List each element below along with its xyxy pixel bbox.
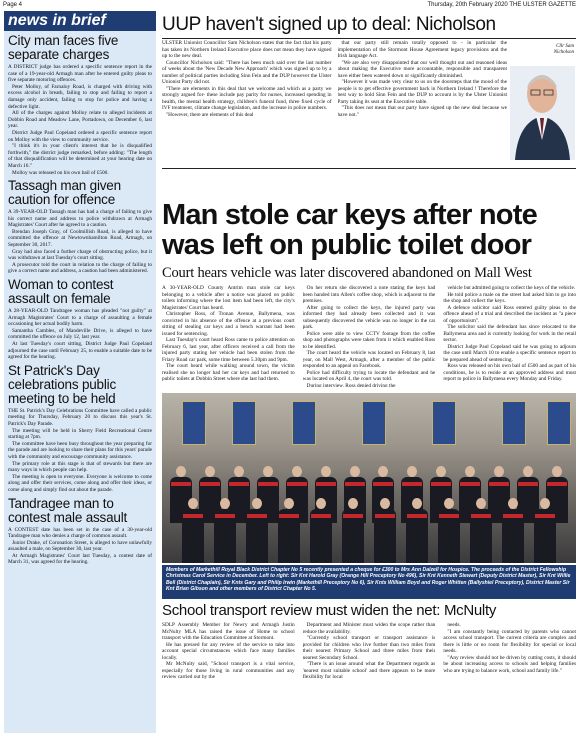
portrait-image [510,42,575,160]
person-figure [182,498,204,563]
article-column [303,285,436,387]
brief-story [4,34,156,176]
divider [162,38,576,39]
article-paragraph: Police were able to view CCTV footage from the coffee shop and photographs were taken from it which enabled Ross to be identified. [302,330,436,350]
article-column [443,622,576,732]
article-column [338,40,508,166]
brief-headline: City man faces five separate charges [8,33,119,62]
article-paragraph: The court heard the vehicle was located on February 8, last year, on Mall West, Armagh, after a member of the public responded to an appeal on Facebook. [302,350,436,369]
article-paragraph: He has pressed for any review of the service to take into account special circumstances which face many families locally. [162,641,295,661]
article-paragraph: SDLP Assembly Member for Newry and Armagh Justin McNulty MLA has raised the issue of Home to school transport with the Education Committee at Stormont. [162,622,295,641]
banner-decoration [547,401,571,445]
person-figure [214,498,236,563]
main-article-body [162,285,576,387]
brief-body [8,408,152,494]
portrait-caption: Cllr Sam Nicholson [553,44,574,55]
banner-decoration [292,401,316,445]
brief-paragraph: At Armagh Magistrates' Court last Tuesday, a contest date of March 31, was agreed for the hearing. [8,552,152,566]
article-paragraph: "We are also very disappointed that our well thought out and reasoned ideas about making the Executive more accountable, responsible and transparent have either been watered down or significantly diminished. [337,59,507,79]
banner-decoration [432,401,456,445]
news-in-brief-sidebar [4,11,156,733]
brief-paragraph: Samantha Cambles, of Mandeville Drive, is alleged to have committed the offence on July 12, last year. [8,327,152,341]
banner-decoration [362,401,386,445]
brief-headline: St Patrick's Day celebrations public meeting to be held [8,362,117,406]
main-subheadline: Court hears vehicle was later discovered abandoned on Mall West [162,265,532,281]
divider [162,168,576,169]
page-header [0,0,580,10]
article-paragraph: "I am constantly being contacted by parents who cannot access school transport. The current criteria are complex and there is little or no room for flexibility for special or local needs. [443,628,577,654]
school-headline: School transport review must widen the net: McNulty [162,602,497,619]
photo-caption: Members of Markethill Royal Black District Chapter No 5 recently presented a cheque for £300 to Mrs Ann Dalzell for Hospice. The proceeds of the District Fellowship Christmas Carol Service in December. Left to right: Sir Knt Harold Gray (Orange Hill Preceptory No 496), Sir Knt Kenneth Stewart (Deputy District Master), Sir Knt Willie Bell (District Chaplain), Sir Knts Gary and Philip Irwin (Markethill Preceptory No 6), Sir Knts William Boyd and Roger Whitten (Ballyshiel Preceptory), District Master Sir Knt Brian Gibson and other members of District Chapter No 5. [162,565,576,599]
brief-paragraph: Gray had also faced a further charge of obstructing police, but it was withdrawn at last Tuesday's court sitting. [8,248,152,262]
brief-body [8,308,152,361]
brief-story [4,179,156,275]
article-paragraph: Department and Minister must widen the scope rather than reduce the availability. [302,622,436,635]
brief-paragraph: The primary role at this stage is that of stewards but there are many ways in which people can help. [8,460,152,474]
brief-paragraph: A prosecutor told the court in relation to the charge of failing to give a correct name and address, a caution had been administered. [8,261,152,275]
article-paragraph: Police had difficulty trying to locate the defendant and he was located on April 4, the court was told. [302,369,436,382]
article-paragraph: "However it was made very clear to us on the doorsteps that the mood of the people is to get effective government back in Northern Ireland ! Therefore the best way to hold Sinn Fein and the DUP to account is by the Ulster Unionist Party taking its seat at the Executive table. [337,79,507,105]
header-date: Thursday, 20th February 2020 THE ULSTER GAZETTE [427,2,576,8]
article-paragraph: Mr McNulty said, "School transport is a vital service, especially for those living in rural communities and any review carried out by the [162,661,295,680]
article-paragraph: A 30-YEAR-OLD County Antrim man stole car keys belonging to a vehicle after a notice was placed on public toilets informing where the lost item had been left, the city's Magistrates' Court has heard. [162,285,295,311]
brief-paragraph: A DISTRICT judge has ordered a specific sentence report in the case of a 19-year-old Armagh man after he entered guilty pleas to five separate motoring offences. [8,64,152,84]
uup-article-body [162,40,507,166]
brief-body [8,209,152,275]
person-figure [246,498,268,563]
article-paragraph: vehicle but admitted going to collect the keys of the vehicle. [447,285,576,291]
brief-headline: Woman to contest assault on female [8,277,114,307]
group-photo [162,393,576,563]
brief-paragraph: Molloy was released on his own bail of £500. [12,169,109,176]
brief-paragraph: Junior Drake, of Coronation Street, is alleged to have unlawfully assaulted a male, on September 30, last year. [8,539,152,553]
brief-paragraph: Peter Molloy, of Farnaloy Road, is charged with driving with excess alcohol in breath, failing to stop and failing to report a damage only accident, failing to stop for police and having a defective light. [8,83,152,110]
article-paragraph: Ross was released on his own bail of £500 and as part of his conditions, he is to reside at an approved address and must report to police in Ballymena every Monday and Friday. [443,363,577,382]
article-paragraph: On her return she discovered a note stating the keys had been handed into Allen's coffee shop, which is adjacent to the premises. [302,285,436,304]
brief-story [4,364,156,494]
article-paragraph: "There is an issue around what the Department regards as 'nearest most suitable school' and there appears to be more flexibility for local [302,661,436,680]
person-figure [374,498,396,563]
brief-paragraph: All of the charges against Molloy relate to alleged incidents at Dobbin Road and Meadow Lane, Portadown, on December 6, last year. [8,110,152,130]
person-figure [534,498,556,563]
brief-paragraph: Brendan Joseph Gray, of Coolmillish Road, is alleged to have committed the offence at Newtownhamilton Road, Armagh, on September 30, 2017. [8,228,152,249]
article-paragraph: "Any review should not be driven by cutting costs, it should be about increasing access to schools and helping families who are trying to balance work, school and family life." [443,654,577,674]
person-figure [406,498,428,563]
article-paragraph: He told police a male on the street had asked him to go into the shop and collect the keys. [443,291,577,304]
article-paragraph: During interview, Ross denied driving the [306,382,396,387]
person-figure [342,498,364,563]
banner-decoration [232,401,256,445]
brief-headline: Tandragee man to contest male assault [8,495,128,525]
brief-story [4,497,156,567]
brief-paragraph: The meeting is open to everyone. Everyone is welcome to come along and offer their services, come along and offer their ideas, or come along and simply find out about the parade. [8,473,152,493]
article-paragraph: "This does not mean that our party have signed up the new deal because we have not." [337,105,507,118]
person-figure [438,498,460,563]
brief-paragraph: The meeting will be held in Sherry Field Recreational Centre starting at 7pm. [8,427,152,441]
article-paragraph: Last Tuesday's court heard Ross came to police attention on February 6, last year, after officers received a call from the injured party stating her vehicle had been stolen from the Friary Road car park, some time between 5.30pm and 9pm. [162,337,295,363]
banner-decoration [502,401,526,445]
brief-headline: Tassagh man given caution for offence [8,178,121,208]
brief-paragraph: At last Tuesday's court sitting, District Judge Paul Copeland adjourned the case until February 25, to enable a suitable date to be agreed for the hearing. [8,341,152,361]
brief-paragraph: A 28-YEAR-OLD Tandragee woman has pleaded "not guilty" at Armagh Magistrates' Court to a charge of assaulting a female occasioning her actual bodily harm. [8,308,152,328]
person-figure [470,498,492,563]
brief-paragraph: "I think it's in your client's interest that he is disqualified forthwith," the district judge remarked, before adding: "The length of that disqualification will be determined at your hearing date on March 16." [8,143,152,169]
article-paragraph: ULSTER Unionist Councillor Sam Nicholson states that the fact that his party has taken its Northern Ireland Executive place does not mean they have signed up to the new deal. [162,40,332,59]
article-paragraph: Councillor Nicholson said: "There has been much said over the last number of weeks about the 'New Decade New Approach' which was signed up to by a number of political parties including Sinn Fein and the DUP however the Ulster Unionist Party did not. [162,59,332,85]
person-figure [310,498,332,563]
portrait-photo [510,42,575,160]
brief-paragraph: The committee have been busy throughout the year preparing for the parade and are looking to share their plans for this years' parade with the community and encourage community assistance. [8,440,152,460]
article-column [443,285,576,387]
uup-headline: UUP haven't signed up to deal: Nicholson [162,12,576,38]
article-paragraph: "There are elements in this deal that we welcome and which as a party we strongly argued for- these include pay parity for nurses, increased spending in health, the mental health strategy, children's funeral fund, three fixed cycle of IVF treatment, climate change legislation, and the increase in police numbers. [162,85,332,111]
article-column [162,285,295,387]
article-paragraph: The solicitor said the defendant has since relocated to the Ballymena area and is currently looking for work in the retail sector. [443,324,577,343]
article-paragraph: The court heard while walking around town, the victim realised she no longer had her car keys and had returned to public toilets at Dobbin Street where she last had them. [162,363,295,382]
brief-paragraph: A 39-YEAR-OLD Tassagh man has had a charge of failing to give his correct name and address to police withdrawn at Armagh Magistrates' Court after he agreed to a caution. [8,209,152,229]
article-paragraph: that our party still remain totally opposed to - in particular the implementation of the Stormont House Agreement legacy provisions and the Irish language Act. [337,40,507,59]
brief-paragraph: THE St. Patrick's Day Celebrations Committee have called a public meeting for Thursday, February 20 to discuss this year's St. Patrick's Day Parade. [8,407,152,427]
article-paragraph: A defence solicitor said Ross entered guilty pleas to the offence ahead of a trial and described the incident as "a piece of opportunism". [443,304,577,324]
article-paragraph: District Judge Paul Copeland said he was going to adjourn the case until March 10 to enable a specific sentence report to be prepared ahead of sentencing. [443,343,577,363]
brief-paragraph: District Judge Paul Copeland ordered a specific sentence report on Molloy with the view to community service. [8,129,152,143]
main-headline: Man stole car keys after note was left on public toilet door [162,199,537,261]
news-in-brief-banner: news in brief [4,11,156,31]
school-article-body [162,622,576,732]
article-paragraph: needs. [447,622,461,628]
article-column [162,40,332,166]
page-number: Page 4 [3,2,23,8]
person-figure [502,498,524,563]
person-figure [278,498,300,563]
brief-story [4,278,156,361]
article-paragraph: Christopher Ross, of Tronan Avenue, Ballymena, was convicted in his absence of the offence at a previous court sitting of stealing car keys and a bench warrant had been issued for sentencing. [162,311,295,337]
article-paragraph: After going to collect the keys, the injured party was informed they had already been collected and it was subsequently discovered the vehicle was no longer in the car park. [302,304,436,330]
brief-body [8,527,152,567]
article-paragraph: "Currently school transport or transport assistance is provided for children who live further than two miles from their nearest Primary School and three miles from their nearest Secondary School. [302,635,436,661]
article-column [162,622,295,732]
article-column [303,622,436,732]
brief-paragraph: A CONTEST date has been set in the case of a 30-year-old Tandragee man who denies a charge of common assault. [8,526,152,540]
banner-decoration [182,401,206,445]
article-paragraph: "However, there are elements of this deal [166,111,254,118]
brief-body [8,64,152,176]
